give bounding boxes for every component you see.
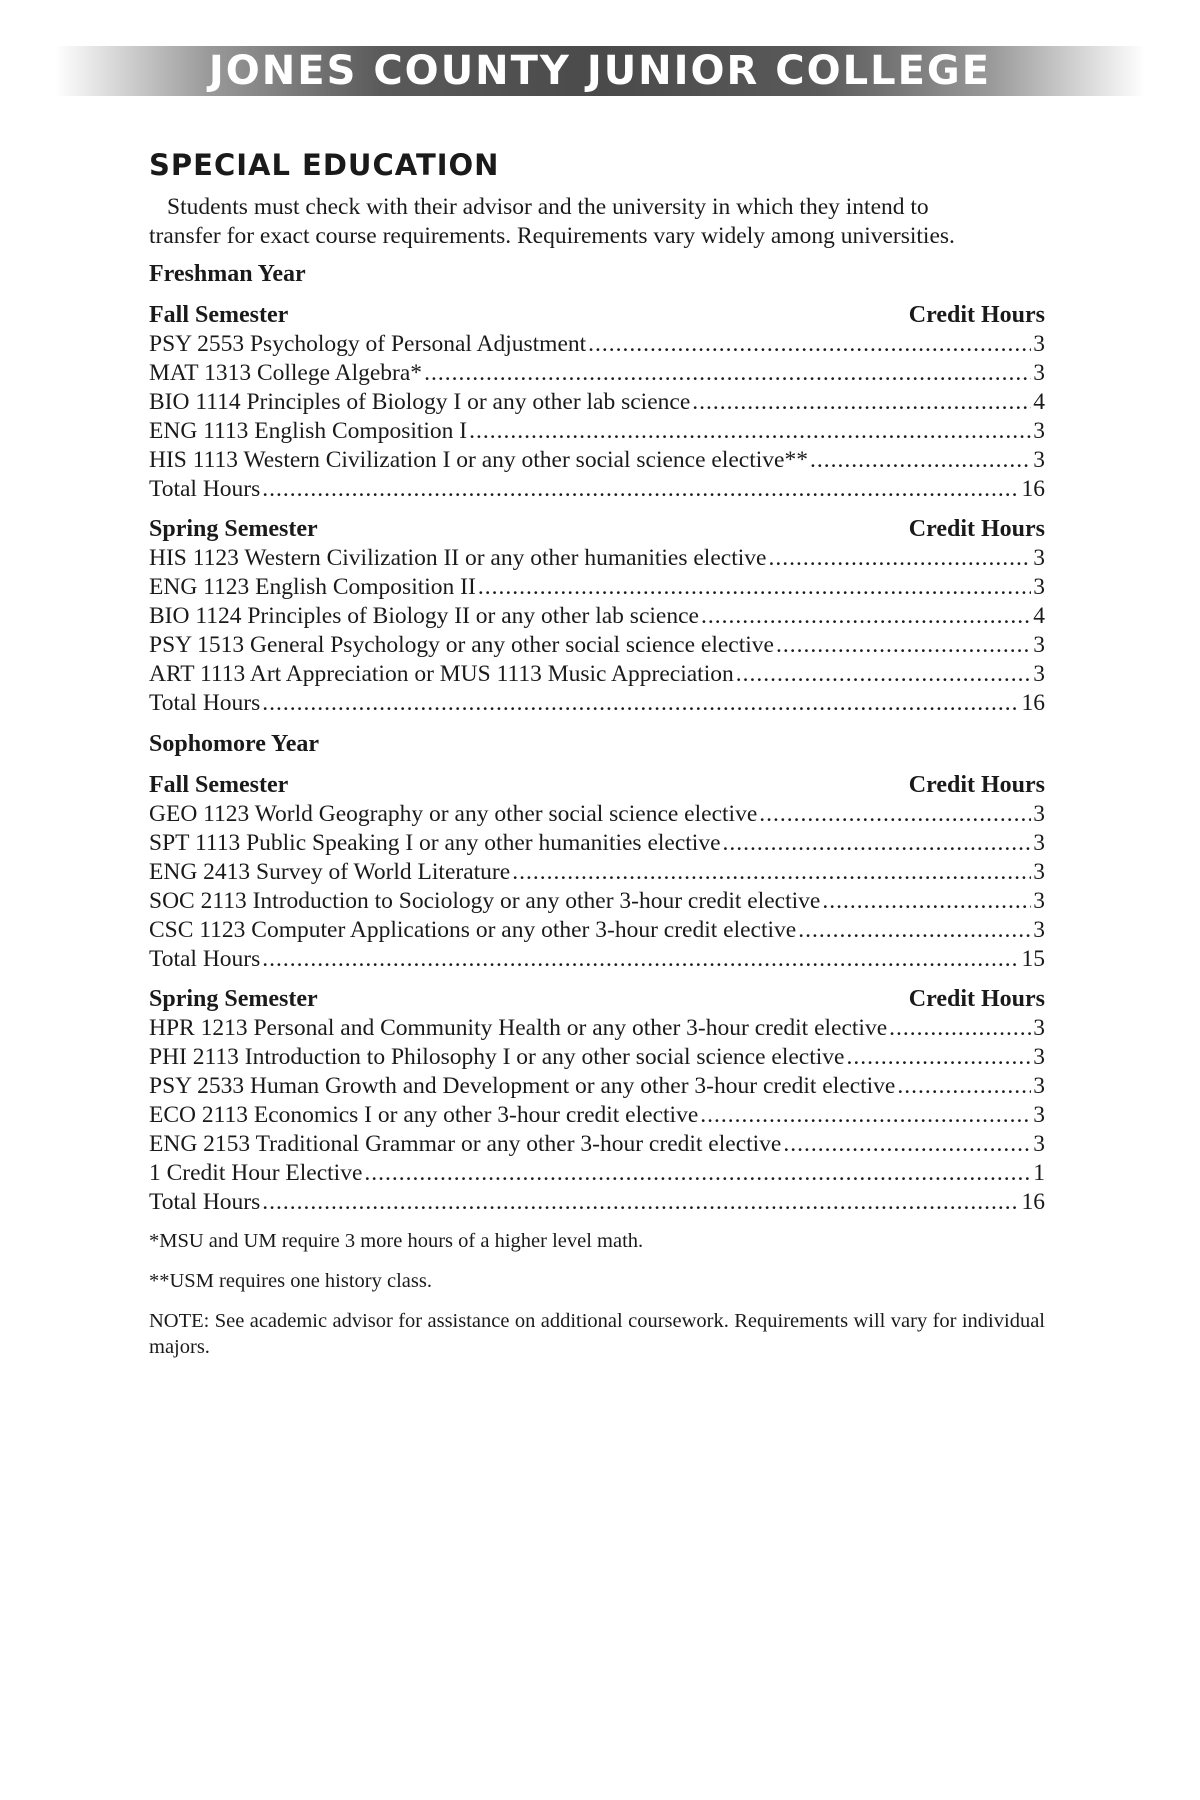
course-name: CSC 1123 Computer Applications or any other 3-hour credit elective — [149, 917, 797, 943]
course-credit-hours: 3 — [1033, 331, 1045, 357]
dot-leader — [723, 829, 1032, 858]
course-name: GEO 1123 World Geography or any other social science elective — [149, 801, 758, 827]
course-name: ENG 1123 English Composition II — [149, 574, 476, 600]
dot-leader — [262, 1188, 1019, 1217]
course-name: ECO 2113 Economics I or any other 3-hour credit elective — [149, 1102, 699, 1128]
footnote-math: *MSU and UM require 3 more hours of a higher level math. — [149, 1230, 644, 1252]
dot-leader — [783, 1130, 1031, 1159]
course-row — [149, 1014, 1045, 1043]
total-hours-row — [149, 945, 1045, 974]
course-row — [149, 417, 1045, 446]
course-row — [149, 800, 1045, 829]
course-name: BIO 1114 Principles of Biology I or any other lab science — [149, 389, 691, 415]
course-credit-hours: 3 — [1033, 574, 1045, 600]
course-credit-hours: 3 — [1033, 859, 1045, 885]
course-credit-hours: 3 — [1033, 1073, 1045, 1099]
dot-leader — [798, 916, 1031, 945]
dot-leader — [512, 858, 1031, 887]
course-credit-hours: 3 — [1033, 545, 1045, 571]
course-row — [149, 1159, 1045, 1188]
course-credit-hours: 3 — [1033, 830, 1045, 856]
course-credit-hours: 3 — [1033, 1044, 1045, 1070]
course-credit-hours: 3 — [1033, 888, 1045, 914]
catalog-page-content — [149, 147, 1045, 1374]
semester-block — [149, 771, 1045, 974]
semester-label: Spring Semester — [149, 516, 318, 542]
dot-leader — [701, 602, 1031, 631]
credit-hours-header: Credit Hours — [908, 516, 1045, 542]
program-intro — [149, 193, 1045, 251]
total-hours-label: Total Hours — [149, 1189, 261, 1215]
semester-label: Fall Semester — [149, 302, 289, 328]
total-hours-value: 16 — [1021, 476, 1045, 502]
course-credit-hours: 3 — [1033, 1102, 1045, 1128]
semester-block — [149, 515, 1045, 718]
total-hours-value: 15 — [1021, 946, 1045, 972]
total-hours-value: 16 — [1021, 690, 1045, 716]
year-heading-freshman: Freshman Year — [149, 261, 306, 287]
dot-leader — [810, 446, 1031, 475]
semester-block — [149, 301, 1045, 504]
dot-leader — [889, 1014, 1031, 1043]
program-title: SPECIAL EDUCATION — [149, 148, 500, 182]
course-credit-hours: 3 — [1033, 661, 1045, 687]
course-name: PSY 2533 Human Growth and Development or any other 3-hour credit elective — [149, 1073, 896, 1099]
course-name: 1 Credit Hour Elective — [149, 1160, 363, 1186]
dot-leader — [846, 1043, 1031, 1072]
college-title: JONES COUNTY JUNIOR COLLEGE — [208, 48, 992, 94]
intro-line-1: Students must check with their advisor and the university in which they intend to — [167, 194, 929, 220]
course-name: PSY 2553 Psychology of Personal Adjustment — [149, 331, 587, 357]
year-heading-sophomore: Sophomore Year — [149, 731, 319, 757]
course-credit-hours: 4 — [1033, 603, 1045, 629]
total-hours-label: Total Hours — [149, 476, 261, 502]
total-hours-row — [149, 1188, 1045, 1217]
total-hours-label: Total Hours — [149, 946, 261, 972]
credit-hours-header: Credit Hours — [908, 302, 1045, 328]
course-credit-hours: 3 — [1033, 1015, 1045, 1041]
dot-leader — [478, 573, 1031, 602]
course-credit-hours: 3 — [1033, 447, 1045, 473]
course-row — [149, 1130, 1045, 1159]
course-name: HIS 1123 Western Civilization II or any other humanities elective — [149, 545, 767, 571]
total-hours-row — [149, 475, 1045, 504]
course-name: BIO 1124 Principles of Biology II or any other lab science — [149, 603, 699, 629]
dot-leader — [262, 475, 1019, 504]
course-row — [149, 858, 1045, 887]
course-name: MAT 1313 College Algebra* — [149, 360, 423, 386]
course-row — [149, 887, 1045, 916]
course-credit-hours: 3 — [1033, 801, 1045, 827]
course-row — [149, 388, 1045, 417]
course-row — [149, 660, 1045, 689]
course-name: SOC 2113 Introduction to Sociology or any other 3-hour credit elective — [149, 888, 821, 914]
course-credit-hours: 3 — [1033, 632, 1045, 658]
course-name: ENG 1113 English Composition I — [149, 418, 468, 444]
dot-leader — [262, 689, 1019, 718]
course-name: HPR 1213 Personal and Community Health or any other 3-hour credit elective — [149, 1015, 888, 1041]
course-name: PHI 2113 Introduction to Philosophy I or any other social science elective — [149, 1044, 845, 1070]
course-row — [149, 829, 1045, 858]
course-row — [149, 631, 1045, 660]
dot-leader — [768, 544, 1031, 573]
semester-header — [149, 985, 1045, 1014]
course-credit-hours: 3 — [1033, 418, 1045, 444]
course-credit-hours: 1 — [1033, 1160, 1045, 1186]
course-name: SPT 1113 Public Speaking I or any other humanities elective — [149, 830, 721, 856]
course-row — [149, 1043, 1045, 1072]
dot-leader — [776, 631, 1031, 660]
course-row — [149, 602, 1045, 631]
dot-leader — [424, 359, 1031, 388]
dot-leader — [759, 800, 1031, 829]
header-banner — [55, 46, 1145, 96]
total-hours-value: 16 — [1021, 1189, 1045, 1215]
intro-line-2: transfer for exact course requirements. Requirements vary widely among universities. — [149, 223, 955, 249]
course-row — [149, 916, 1045, 945]
semester-label: Fall Semester — [149, 772, 289, 798]
course-name: HIS 1113 Western Civilization I or any other social science elective** — [149, 447, 808, 473]
total-hours-row — [149, 689, 1045, 718]
credit-hours-header: Credit Hours — [908, 772, 1045, 798]
total-hours-label: Total Hours — [149, 690, 261, 716]
dot-leader — [736, 660, 1032, 689]
credit-hours-header: Credit Hours — [908, 986, 1045, 1012]
course-credit-hours: 3 — [1033, 360, 1045, 386]
course-name: ENG 2153 Traditional Grammar or any other 3-hour credit elective — [149, 1131, 782, 1157]
course-row — [149, 359, 1045, 388]
dot-leader — [469, 417, 1031, 446]
semester-header — [149, 301, 1045, 330]
dot-leader — [588, 330, 1031, 359]
dot-leader — [822, 887, 1031, 916]
dot-leader — [364, 1159, 1031, 1188]
course-name: ART 1113 Art Appreciation or MUS 1113 Music Appreciation — [149, 661, 734, 687]
semester-header — [149, 515, 1045, 544]
course-row — [149, 544, 1045, 573]
course-row — [149, 446, 1045, 475]
course-name: ENG 2413 Survey of World Literature — [149, 859, 511, 885]
course-credit-hours: 3 — [1033, 1131, 1045, 1157]
semester-header — [149, 771, 1045, 800]
course-name: PSY 1513 General Psychology or any other social science elective — [149, 632, 774, 658]
course-row — [149, 330, 1045, 359]
dot-leader — [897, 1072, 1031, 1101]
course-row — [149, 573, 1045, 602]
footnote-history: **USM requires one history class. — [149, 1270, 432, 1292]
course-credit-hours: 3 — [1033, 917, 1045, 943]
course-row — [149, 1101, 1045, 1130]
dot-leader — [700, 1101, 1031, 1130]
course-row — [149, 1072, 1045, 1101]
semester-block — [149, 985, 1045, 1217]
semester-label: Spring Semester — [149, 986, 318, 1012]
footnote-advisor: NOTE: See academic advisor for assistance on additional coursework. Requirements will vary for individual majors. — [149, 1310, 1045, 1358]
footnotes — [149, 1228, 1045, 1360]
dot-leader — [262, 945, 1019, 974]
dot-leader — [692, 388, 1031, 417]
course-credit-hours: 4 — [1033, 389, 1045, 415]
